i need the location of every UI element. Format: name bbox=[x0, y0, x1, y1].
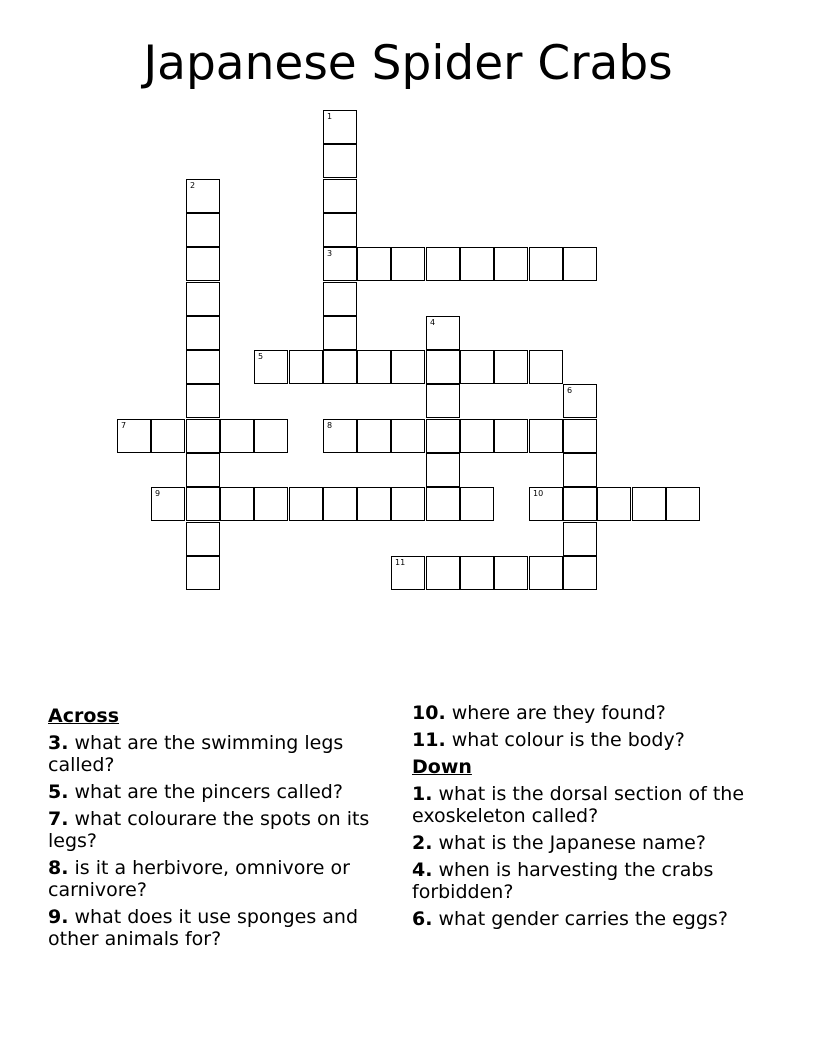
clue-number: 6. bbox=[412, 908, 433, 930]
grid-cell[interactable] bbox=[186, 522, 220, 556]
clue-text: what colourare the spots on its legs? bbox=[48, 808, 370, 852]
clues-column-left bbox=[48, 702, 388, 955]
grid-cell[interactable] bbox=[323, 487, 357, 521]
cell-number: 4 bbox=[430, 318, 436, 327]
clue-number: 4. bbox=[412, 859, 433, 881]
clue-number: 8. bbox=[48, 857, 69, 879]
grid-cell[interactable] bbox=[186, 487, 220, 521]
grid-cell[interactable] bbox=[186, 316, 220, 350]
grid-cell[interactable] bbox=[563, 453, 597, 487]
cell-number: 9 bbox=[155, 489, 161, 498]
clue-text: is it a herbivore, omnivore or carnivore? bbox=[48, 857, 350, 901]
clue-across-9 bbox=[48, 906, 388, 950]
grid-cell[interactable] bbox=[563, 487, 597, 521]
clue-number: 5. bbox=[48, 781, 69, 803]
page-title: Japanese Spider Crabs bbox=[143, 36, 673, 91]
grid-cell[interactable] bbox=[357, 487, 391, 521]
clues-column-right bbox=[412, 702, 752, 935]
grid-cell[interactable] bbox=[563, 247, 597, 281]
grid-cell[interactable] bbox=[151, 487, 185, 521]
grid-cell[interactable] bbox=[186, 556, 220, 590]
clue-text: what are the pincers called? bbox=[74, 781, 343, 803]
grid-cell[interactable] bbox=[563, 419, 597, 453]
clue-text: what is the Japanese name? bbox=[438, 832, 706, 854]
grid-cell[interactable] bbox=[666, 487, 700, 521]
grid-cell[interactable] bbox=[529, 350, 563, 384]
grid-cell[interactable] bbox=[323, 213, 357, 247]
grid-cell[interactable] bbox=[426, 419, 460, 453]
grid-cell[interactable] bbox=[186, 247, 220, 281]
clue-text: what are the swimming legs called? bbox=[48, 732, 344, 776]
grid-cell[interactable] bbox=[357, 419, 391, 453]
clue-text: what is the dorsal section of the exoskeleton called? bbox=[412, 783, 745, 827]
clue-text: what does it use sponges and other animals for? bbox=[48, 906, 359, 950]
grid-cell[interactable] bbox=[460, 487, 494, 521]
grid-cell[interactable] bbox=[426, 487, 460, 521]
cell-number: 11 bbox=[395, 558, 406, 567]
grid-cell[interactable] bbox=[323, 144, 357, 178]
clue-text: what colour is the body? bbox=[451, 729, 685, 751]
clue-text: when is harvesting the crabs forbidden? bbox=[412, 859, 714, 903]
grid-cell[interactable] bbox=[391, 350, 425, 384]
grid-cell[interactable] bbox=[426, 556, 460, 590]
grid-cell[interactable] bbox=[426, 384, 460, 418]
grid-cell[interactable] bbox=[186, 384, 220, 418]
grid-cell[interactable] bbox=[323, 110, 357, 144]
cell-number: 8 bbox=[327, 421, 333, 430]
cell-number: 7 bbox=[121, 421, 127, 430]
grid-cell[interactable] bbox=[494, 556, 528, 590]
cell-number: 1 bbox=[327, 112, 333, 121]
grid-cell[interactable] bbox=[220, 419, 254, 453]
clue-down-2 bbox=[412, 832, 752, 854]
grid-cell[interactable] bbox=[529, 487, 563, 521]
grid-cell[interactable] bbox=[391, 556, 425, 590]
grid-cell[interactable] bbox=[563, 556, 597, 590]
cell-number: 3 bbox=[327, 249, 333, 258]
clue-across-8 bbox=[48, 857, 388, 901]
grid-cell[interactable] bbox=[323, 247, 357, 281]
grid-cell[interactable] bbox=[391, 419, 425, 453]
grid-cell[interactable] bbox=[186, 282, 220, 316]
grid-cell[interactable] bbox=[426, 453, 460, 487]
grid-cell[interactable] bbox=[494, 247, 528, 281]
grid-cell[interactable] bbox=[460, 247, 494, 281]
grid-cell[interactable] bbox=[254, 350, 288, 384]
cell-number: 6 bbox=[567, 386, 573, 395]
cell-number: 10 bbox=[533, 489, 544, 498]
clue-number: 9. bbox=[48, 906, 69, 928]
grid-cell[interactable] bbox=[323, 179, 357, 213]
clue-across-7 bbox=[48, 808, 388, 852]
clue-down-1 bbox=[412, 783, 752, 827]
grid-cell[interactable] bbox=[597, 487, 631, 521]
grid-cell[interactable] bbox=[323, 350, 357, 384]
grid-cell[interactable] bbox=[494, 419, 528, 453]
grid-cell[interactable] bbox=[529, 419, 563, 453]
grid-cell[interactable] bbox=[151, 419, 185, 453]
grid-cell[interactable] bbox=[529, 247, 563, 281]
grid-cell[interactable] bbox=[632, 487, 666, 521]
clue-across-5 bbox=[48, 781, 388, 803]
grid-cell[interactable] bbox=[563, 384, 597, 418]
clue-number: 1. bbox=[412, 783, 433, 805]
clue-text: where are they found? bbox=[451, 702, 666, 724]
clue-across-3 bbox=[48, 732, 388, 776]
grid-cell[interactable] bbox=[460, 350, 494, 384]
grid-cell[interactable] bbox=[186, 179, 220, 213]
clue-number: 3. bbox=[48, 732, 69, 754]
grid-cell[interactable] bbox=[254, 419, 288, 453]
grid-cell[interactable] bbox=[186, 419, 220, 453]
clue-number: 7. bbox=[48, 808, 69, 830]
grid-cell[interactable] bbox=[391, 487, 425, 521]
grid-cell[interactable] bbox=[529, 556, 563, 590]
grid-cell[interactable] bbox=[186, 213, 220, 247]
cell-number: 2 bbox=[190, 181, 196, 190]
grid-cell[interactable] bbox=[460, 419, 494, 453]
cell-number: 5 bbox=[258, 352, 264, 361]
grid-cell[interactable] bbox=[289, 350, 323, 384]
grid-cell[interactable] bbox=[186, 350, 220, 384]
clue-number: 2. bbox=[412, 832, 433, 854]
across-heading: Across bbox=[48, 705, 120, 727]
grid-cell[interactable] bbox=[357, 247, 391, 281]
grid-cell[interactable] bbox=[426, 247, 460, 281]
grid-cell[interactable] bbox=[186, 453, 220, 487]
grid-cell[interactable] bbox=[563, 522, 597, 556]
grid-cell[interactable] bbox=[220, 487, 254, 521]
grid-cell[interactable] bbox=[254, 487, 288, 521]
grid-cell[interactable] bbox=[494, 350, 528, 384]
grid-cell[interactable] bbox=[117, 419, 151, 453]
grid-cell[interactable] bbox=[289, 487, 323, 521]
clue-across-11 bbox=[412, 729, 752, 751]
grid-cell[interactable] bbox=[460, 556, 494, 590]
clue-down-4 bbox=[412, 859, 752, 903]
clue-down-6 bbox=[412, 908, 752, 930]
down-heading: Down bbox=[412, 756, 472, 778]
clue-number: 11. bbox=[412, 729, 446, 751]
grid-cell[interactable] bbox=[426, 316, 460, 350]
grid-cell[interactable] bbox=[323, 316, 357, 350]
grid-cell[interactable] bbox=[323, 282, 357, 316]
clue-number: 10. bbox=[412, 702, 446, 724]
clue-text: what gender carries the eggs? bbox=[438, 908, 728, 930]
grid-cell[interactable] bbox=[391, 247, 425, 281]
grid-cell[interactable] bbox=[426, 350, 460, 384]
grid-cell[interactable] bbox=[357, 350, 391, 384]
grid-cell[interactable] bbox=[323, 419, 357, 453]
clue-across-10 bbox=[412, 702, 752, 724]
